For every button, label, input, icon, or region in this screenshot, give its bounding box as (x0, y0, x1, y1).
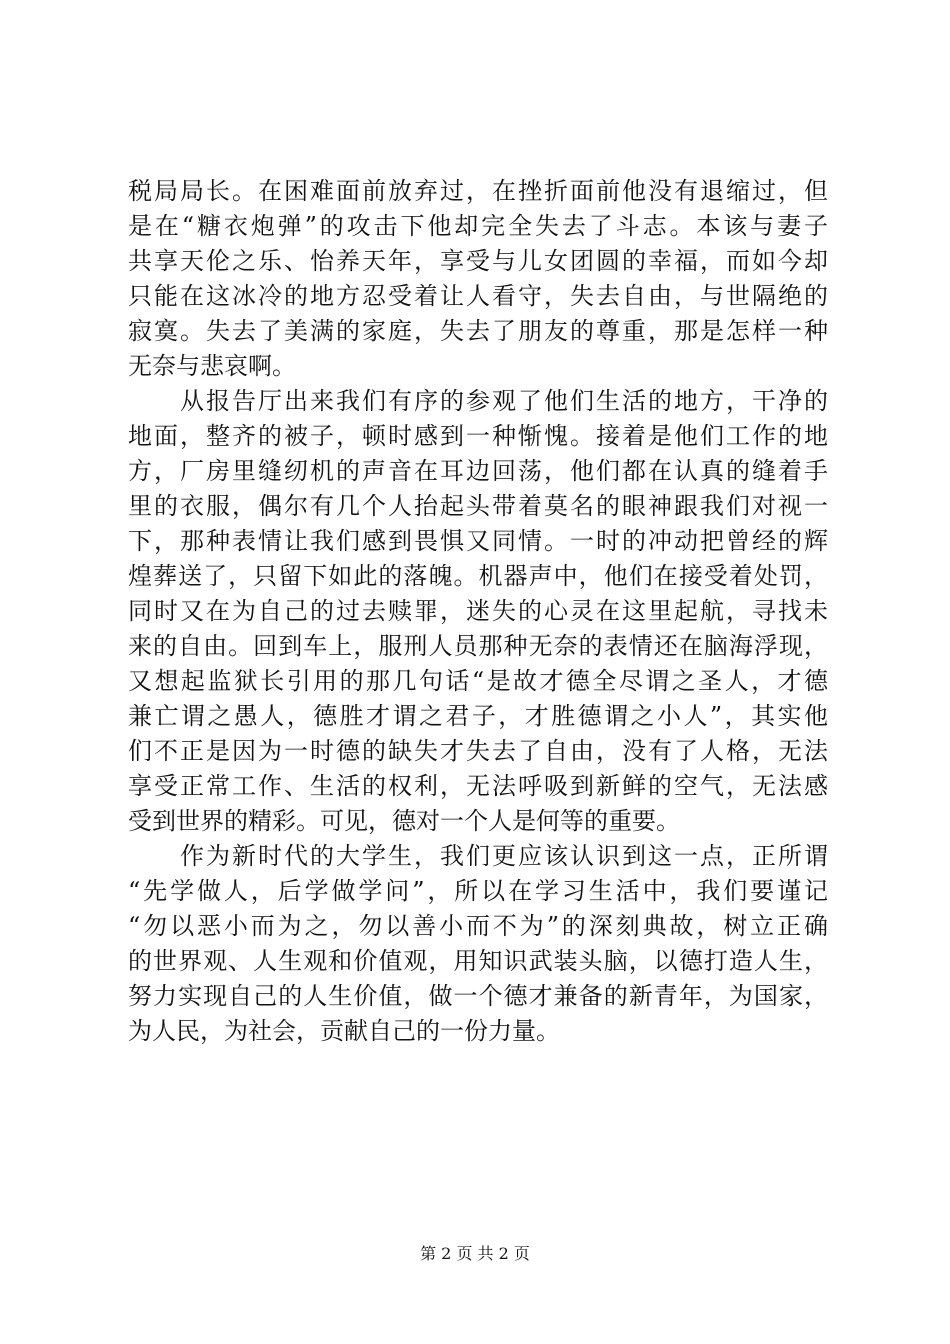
text-line: “先学做人，后学做学问”，所以在学习生活中，我们要谨记 (128, 877, 828, 905)
text-line: 受到世界的精彩。可见，德对一个人是何等的重要。 (128, 807, 680, 835)
text-line: 只能在这冰冷的地方忍受着让人看守，失去自由，与世隔绝的 (128, 282, 828, 310)
text-line: 无奈与悲哀啊。 (128, 352, 296, 380)
text-line: 同时又在为自己的过去赎罪，迷失的心灵在这里起航，寻找未 (128, 597, 828, 625)
text-line: 寂寞。失去了美满的家庭，失去了朋友的尊重，那是怎样一种 (128, 317, 828, 345)
text-line: 煌葬送了，只留下如此的落魄。机器声中，他们在接受着处罚， (128, 562, 828, 590)
text-line: 下，那种表情让我们感到畏惧又同情。一时的冲动把曾经的辉 (128, 527, 828, 555)
text-line: 地面，整齐的被子，顿时感到一种惭愧。接着是他们工作的地 (128, 422, 828, 450)
text-line: 享受正常工作、生活的权利，无法呼吸到新鲜的空气，无法感 (128, 772, 828, 800)
text-line: 努力实现自己的人生价值，做一个德才兼备的新青年，为国家， (128, 982, 828, 1010)
text-line: 的世界观、人生观和价值观，用知识武装头脑，以德打造人生， (128, 947, 828, 975)
text-line: 里的衣服，偶尔有几个人抬起头带着莫名的眼神跟我们对视一 (128, 492, 828, 520)
text-line: 税局局长。在困难面前放弃过，在挫折面前他没有退缩过，但 (128, 177, 828, 205)
page-number-footer: 第 2 页 共 2 页 (420, 1244, 530, 1263)
text-line: 来的自由。回到车上，服刑人员那种无奈的表情还在脑海浮现， (128, 632, 828, 660)
text-line: 从报告厅出来我们有序的参观了他们生活的地方，干净的 (128, 387, 828, 415)
text-line: 方，厂房里缝纫机的声音在耳边回荡，他们都在认真的缝着手 (128, 457, 828, 485)
text-line: 又想起监狱长引用的那几句话“是故才德全尽谓之圣人，才德 (128, 667, 828, 695)
text-line: “勿以恶小而为之，勿以善小而不为”的深刻典故，树立正确 (128, 912, 828, 940)
text-line: 们不正是因为一时德的缺失才失去了自由，没有了人格，无法 (128, 737, 828, 765)
text-line: 作为新时代的大学生，我们更应该认识到这一点，正所谓 (128, 842, 828, 870)
text-line: 兼亡谓之愚人，德胜才谓之君子，才胜德谓之小人”，其实他 (128, 702, 828, 730)
document-body (128, 174, 828, 1049)
text-line: 为人民，为社会，贡献自己的一份力量。 (128, 1017, 560, 1045)
text-line: 共享天伦之乐、怡养天年，享受与儿女团圆的幸福，而如今却 (128, 247, 828, 275)
text-line: 是在“糖衣炮弹”的攻击下他却完全失去了斗志。本该与妻子 (128, 212, 828, 240)
